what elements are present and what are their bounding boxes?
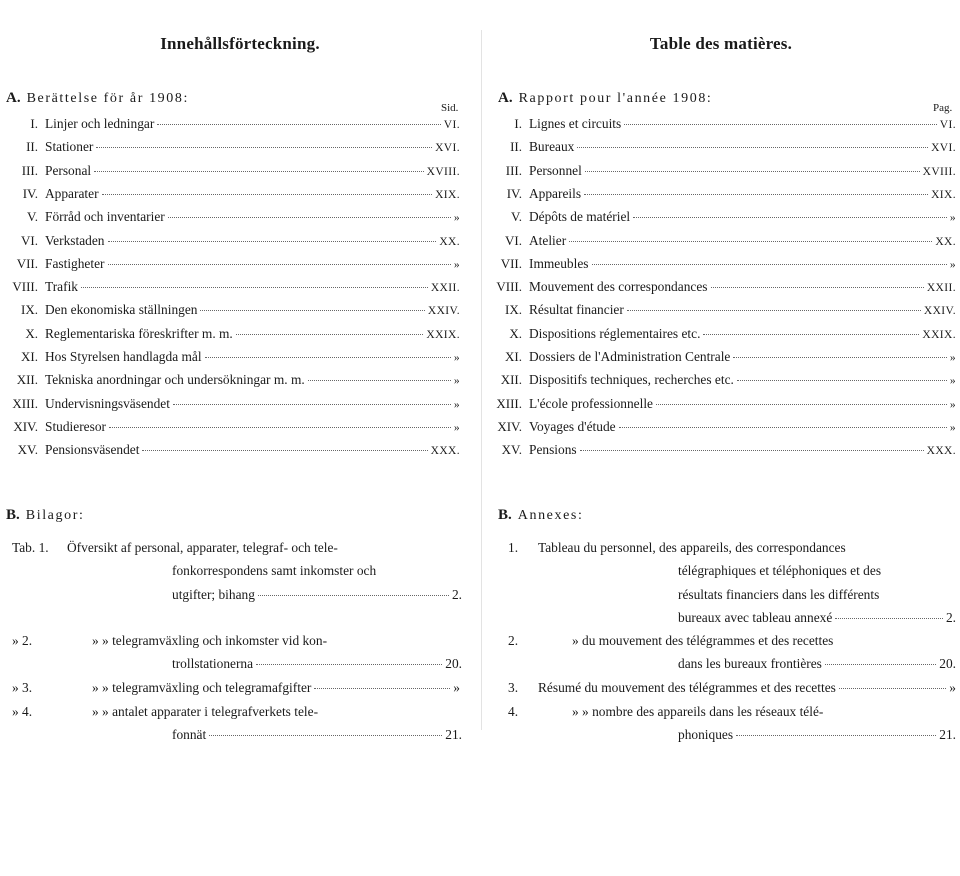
toc-row (2, 419, 460, 441)
toc-row-page: XIX. (931, 188, 956, 201)
leader-dots (205, 357, 451, 358)
toc-row (486, 326, 956, 348)
annex-2-line2-text-fr: dans les bureaux frontières (678, 656, 822, 671)
annex-4-line1-fr: » » nombre des appareils dans les réseaux télé- (572, 704, 824, 719)
leader-dots (173, 404, 451, 405)
toc-row (486, 209, 956, 231)
leader-dots (656, 404, 947, 405)
section-b-heading (6, 507, 84, 524)
toc-row-label: Dépôts de matériel (529, 209, 631, 225)
section-a-heading-fr (498, 90, 712, 107)
toc-row-number: XII. (16, 372, 38, 388)
annex-4-page: 21. (445, 727, 462, 742)
leader-dots (258, 595, 449, 596)
annex-1-page-fr: 2. (945, 610, 956, 625)
toc-row-label: Dossiers de l'Administration Centrale (529, 349, 731, 364)
leader-dots (584, 194, 928, 195)
annex-2-page: 20. (445, 656, 462, 671)
toc-row-number: XIV. (497, 418, 522, 434)
toc-row-page: XX. (935, 235, 956, 248)
toc-row (2, 163, 460, 185)
annex-1-line2: fonkorrespondens samt inkomster och (172, 563, 377, 578)
annex-1-page: 2. (451, 587, 462, 602)
toc-row-page: XXX. (926, 445, 956, 458)
toc-row-number: VI. (505, 232, 522, 248)
toc-row-label: Stationer (45, 139, 94, 155)
toc-row-page: XX. (439, 235, 460, 248)
annex-3-line1-text-fr: Résumé du mouvement des télégrammes et des recettes (538, 680, 836, 695)
toc-row-label: Immeubles (529, 255, 589, 271)
annex-2-prefix-fr: 2. (508, 633, 519, 648)
leader-dots (236, 334, 424, 335)
annex-1-prefix-fr: 1. (508, 540, 519, 555)
page-column-header-fr: Pag. (933, 102, 953, 114)
toc-row (486, 256, 956, 278)
section-a-letter: A. (6, 90, 21, 106)
section-b-heading-fr (498, 507, 583, 524)
toc-row (2, 279, 460, 301)
toc-row (2, 233, 460, 255)
toc-row-page: XXII. (926, 282, 956, 295)
toc-row (486, 442, 956, 464)
annex-1-line3-text: utgifter; bihang (172, 587, 255, 602)
annex-2-line1-fr: » du mouvement des télégrammes et des recettes (572, 633, 834, 648)
toc-row-label: Voyages d'étude (529, 418, 616, 434)
annex-2-line2 (172, 656, 462, 678)
section-b-letter: B. (6, 507, 20, 523)
toc-row-number: VII. (16, 255, 38, 271)
leader-dots (96, 147, 432, 148)
toc-row (2, 209, 460, 231)
section-a-label: Berättelse för år 1908: (26, 91, 189, 106)
toc-row-page: » (949, 258, 956, 271)
leader-dots (835, 618, 943, 619)
section-b-label: Bilagor: (25, 508, 85, 523)
toc-row-number: II. (26, 139, 38, 155)
toc-row-page: XVI. (931, 142, 956, 155)
toc-row-number: IX. (21, 302, 38, 318)
annex-2-prefix: » 2. (12, 633, 33, 648)
toc-row-page: XXIV. (427, 305, 460, 318)
toc-row (2, 372, 460, 394)
leader-dots (108, 241, 437, 242)
toc-row-number: XI. (505, 349, 522, 364)
leader-dots (314, 688, 450, 689)
toc-row-number: II. (510, 139, 522, 155)
toc-row-number: XIII. (496, 395, 522, 411)
toc-row (486, 396, 956, 418)
toc-row-page: » (453, 398, 460, 411)
annex-4-page-fr: 21. (939, 727, 956, 742)
leader-dots (157, 124, 440, 125)
toc-row-page: » (453, 421, 460, 434)
toc-row-number: XIII. (12, 395, 38, 411)
toc-row-label: Personnel (529, 162, 582, 178)
toc-row (2, 302, 460, 324)
toc-row-page: » (453, 352, 460, 364)
leader-dots (200, 310, 424, 311)
toc-row-number: XIV. (13, 418, 38, 434)
annex-1-line3-fr: résultats financiers dans les différents (678, 587, 880, 602)
toc-row-page: XVIII. (426, 165, 460, 178)
toc-row (2, 349, 460, 371)
toc-row-label: Fastigheter (45, 255, 105, 271)
leader-dots (109, 427, 451, 428)
annex-4-line2-text: fonnät (172, 727, 207, 742)
toc-row-page: XXII. (430, 282, 460, 295)
toc-row-label: Förråd och inventarier (45, 209, 165, 225)
toc-row-number: XII. (500, 372, 522, 388)
toc-row (486, 186, 956, 208)
leader-dots (825, 664, 936, 665)
annex-1-line4-fr (678, 610, 956, 632)
section-a-letter-fr: A. (498, 90, 513, 106)
toc-row-label: Bureaux (529, 139, 575, 155)
leader-dots (108, 264, 451, 265)
toc-row-page: » (949, 421, 956, 434)
annex-1-prefix: Tab. 1. (12, 540, 49, 555)
toc-row (486, 139, 956, 161)
toc-row-page: » (949, 398, 956, 411)
section-b-letter-fr: B. (498, 507, 512, 523)
annex-3-page: » (453, 680, 460, 695)
toc-row-label: Lignes et circuits (529, 116, 622, 131)
annex-3-line1-fr (538, 680, 956, 702)
toc-row-label: Reglementariska föreskrifter m. m. (45, 325, 233, 341)
toc-row-number: XV. (501, 442, 522, 458)
toc-row-page: » (453, 258, 460, 271)
toc-row-label: L'école professionnelle (529, 395, 653, 411)
toc-row-page: » (949, 375, 956, 388)
toc-row-page: XIX. (435, 188, 460, 201)
leader-dots (703, 334, 919, 335)
toc-row-number: VIII. (496, 279, 522, 295)
toc-row-label: Undervisningsväsendet (45, 395, 170, 411)
annex-1-line1: Öfversikt af personal, apparater, telegraf- och tele- (67, 540, 338, 555)
leader-dots (569, 241, 932, 242)
annex-1-line2-fr: télégraphiques et téléphoniques et des (678, 563, 882, 578)
toc-row (2, 396, 460, 418)
toc-row-page: VI. (443, 119, 460, 131)
annex-4-line2-fr (678, 727, 956, 749)
annex-1-line4-text-fr: bureaux avec tableau annexé (678, 610, 833, 625)
toc-row (2, 139, 460, 161)
section-a-heading (6, 90, 189, 107)
toc-row-label: Personal (45, 162, 92, 178)
leader-dots (627, 310, 921, 311)
toc-row-label: Mouvement des correspondances (529, 279, 708, 295)
toc-row-number: V. (511, 209, 522, 225)
toc-row-number: III. (21, 162, 38, 178)
toc-row-label: Pensionsväsendet (45, 442, 140, 458)
leader-dots (102, 194, 433, 195)
toc-row-number: X. (509, 325, 522, 341)
toc-row-page: XXIV. (923, 305, 956, 318)
toc-row-number: IV. (22, 185, 38, 201)
toc-row-label: Dispositifs techniques, recherches etc. (529, 372, 734, 388)
page-title-french: Table des matières. (649, 34, 793, 53)
toc-row-label: Hos Styrelsen handlagda mål (45, 349, 202, 364)
toc-row-label: Trafik (45, 279, 78, 295)
leader-dots (733, 357, 946, 358)
toc-row (2, 256, 460, 278)
toc-row (2, 186, 460, 208)
section-b-label-fr: Annexes: (517, 508, 584, 523)
annex-3-line1 (92, 680, 460, 702)
annex-3-line1-text: » » telegramväxling och telegramafgifter (92, 680, 312, 695)
toc-row-label: Tekniska anordningar och undersökningar m. m. (45, 372, 305, 388)
annex-3-prefix-fr: 3. (508, 680, 519, 695)
toc-row-number: IX. (505, 302, 522, 318)
toc-row-number: VII. (500, 255, 522, 271)
toc-row-label: Appareils (529, 185, 582, 201)
toc-row-label: Atelier (529, 232, 567, 248)
toc-row-page: XXX. (430, 445, 460, 458)
leader-dots (737, 380, 947, 381)
section-a-label-fr: Rapport pour l'année 1908: (518, 91, 713, 106)
column-divider (481, 30, 482, 730)
annex-4-line2 (172, 727, 462, 749)
toc-row-number: X. (25, 325, 38, 341)
toc-row-label: Dispositions réglementaires etc. (529, 325, 701, 341)
leader-dots (839, 688, 946, 689)
toc-row-number: VI. (21, 232, 38, 248)
page-title-swedish: Innehållsförteckning. (160, 34, 320, 53)
leader-dots (142, 450, 427, 451)
toc-row-number: I. (514, 116, 522, 131)
toc-row-label: Linjer och ledningar (45, 116, 155, 131)
toc-row (2, 442, 460, 464)
toc-row-label: Verkstaden (45, 232, 105, 248)
toc-row-label: Studieresor (45, 418, 106, 434)
annex-2-line2-fr (678, 656, 956, 678)
leader-dots (633, 217, 947, 218)
toc-row-page: XVIII. (922, 165, 956, 178)
annex-4-line2-text-fr: phoniques (678, 727, 734, 742)
toc-row (2, 116, 460, 138)
toc-row (486, 302, 956, 324)
annex-2-page-fr: 20. (939, 656, 956, 671)
leader-dots (585, 171, 920, 172)
toc-row-number: VIII. (12, 279, 38, 295)
toc-row-label: Den ekonomiska ställningen (45, 302, 198, 318)
toc-row (486, 163, 956, 185)
annex-1-line1-fr: Tableau du personnel, des appareils, des correspondances (538, 540, 846, 555)
page-column-header: Sid. (441, 102, 459, 114)
toc-row-page: » (453, 212, 460, 225)
toc-row-label: Résultat financier (529, 302, 624, 318)
leader-dots (168, 217, 451, 218)
leader-dots (580, 450, 924, 451)
toc-row-number: V. (27, 209, 38, 225)
toc-row-page: » (949, 212, 956, 225)
leader-dots (619, 427, 947, 428)
toc-row-page: XXIX. (426, 328, 460, 341)
annex-2-line2-text: trollstationerna (172, 656, 254, 671)
toc-row (486, 116, 956, 138)
toc-row (2, 326, 460, 348)
toc-row-number: III. (505, 162, 522, 178)
toc-row (486, 372, 956, 394)
toc-row-number: IV. (506, 185, 522, 201)
toc-row-number: I. (30, 116, 38, 131)
leader-dots (577, 147, 928, 148)
toc-row-page: XXIX. (922, 328, 956, 341)
toc-row-number: XI. (21, 349, 38, 364)
leader-dots (592, 264, 947, 265)
toc-row (486, 279, 956, 301)
leader-dots (624, 124, 937, 125)
toc-row-number: XV. (17, 442, 38, 458)
annex-4-line1: » » antalet apparater i telegrafverkets tele- (92, 704, 319, 719)
toc-row-label: Apparater (45, 185, 99, 201)
toc-row-page: VI. (939, 119, 956, 131)
toc-row-page: » (949, 352, 956, 364)
leader-dots (209, 735, 442, 736)
leader-dots (94, 171, 424, 172)
leader-dots (711, 287, 924, 288)
toc-row-page: » (453, 375, 460, 388)
leader-dots (81, 287, 428, 288)
annex-1-line3 (172, 587, 462, 609)
annex-3-page-fr: » (949, 680, 956, 695)
leader-dots (308, 380, 451, 381)
toc-row (486, 233, 956, 255)
toc-row-page: XVI. (435, 142, 460, 155)
annex-2-line1: » » telegramväxling och inkomster vid kon- (92, 633, 328, 648)
toc-row-label: Pensions (529, 442, 577, 458)
toc-row (486, 419, 956, 441)
annex-4-prefix: » 4. (12, 704, 33, 719)
annex-4-prefix-fr: 4. (508, 704, 519, 719)
leader-dots (736, 735, 936, 736)
toc-row (486, 349, 956, 371)
annex-3-prefix: » 3. (12, 680, 33, 695)
leader-dots (256, 664, 442, 665)
